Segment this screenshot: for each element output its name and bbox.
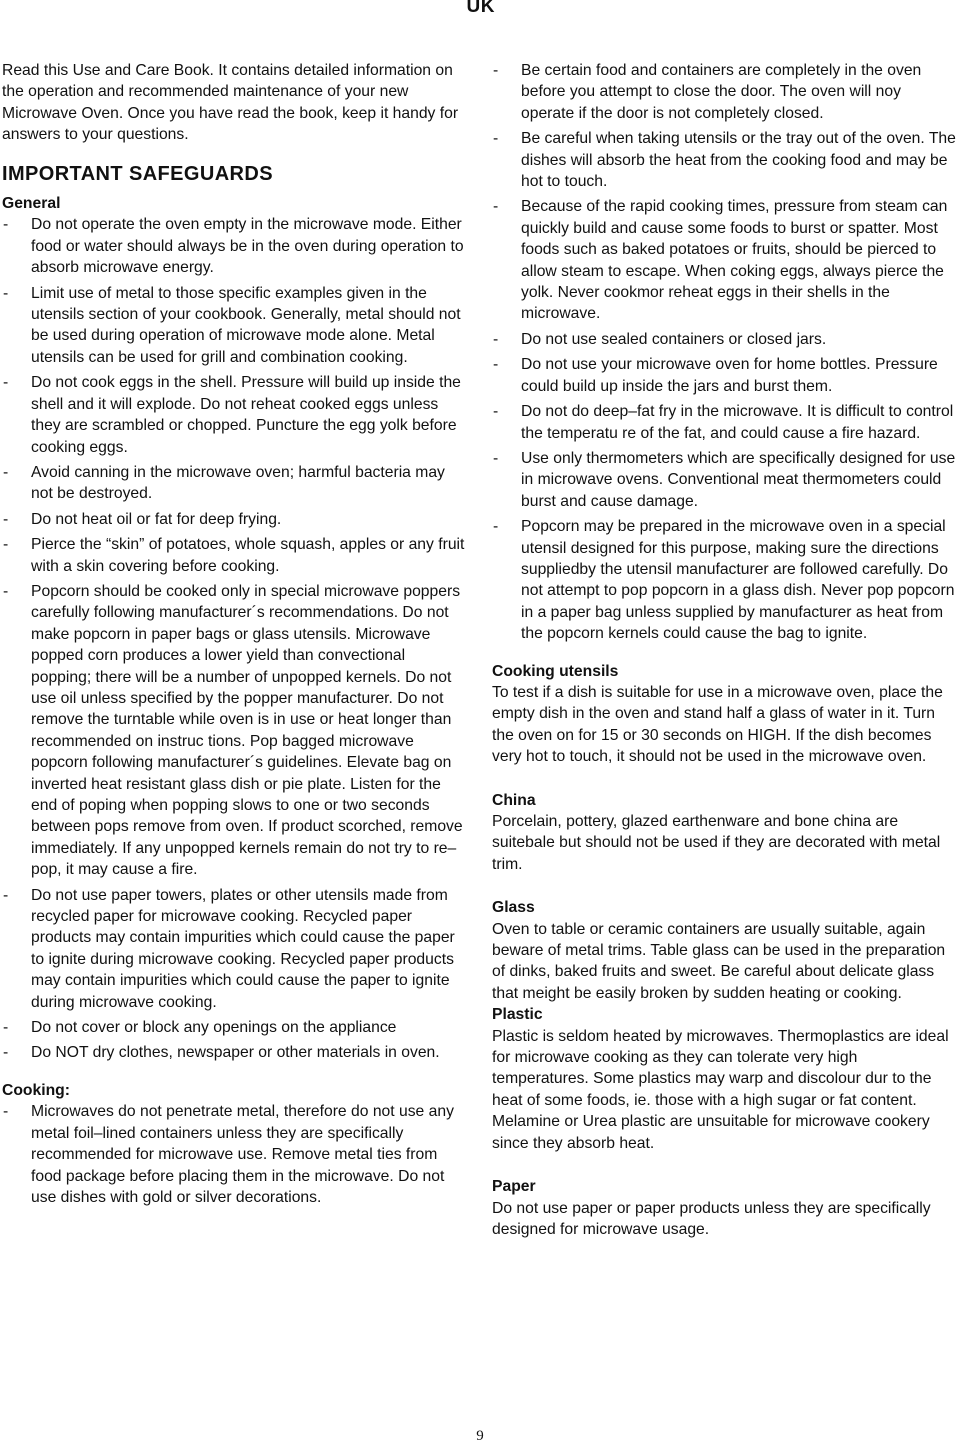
glass-heading: Glass — [492, 899, 535, 917]
plastic-heading: Plastic — [492, 1006, 543, 1024]
dash-bullet: - — [493, 62, 499, 79]
dash-bullet: - — [3, 1103, 9, 1121]
cooking-heading: Cooking: — [2, 1081, 70, 1099]
paper-text: Do not use paper or paper products unless they are specifically designed for microwave usage. — [492, 1199, 931, 1238]
plastic-text: Plastic is seldom heated by microwaves. Thermoplastics are ideal for microwave cooking as they can tolerate very high temperatures. Some plastics may warp and discolour dur to the heat of some foods, ie. those with a high sugar or fat content. Melamine or Urea plastic are unsuitable for microwave cookery since they absorb heat. — [492, 1027, 949, 1152]
dash-bullet: - — [3, 1044, 9, 1062]
list-item — [2, 581, 468, 881]
list-item-text: Because of the rapid cooking times, pressure from steam can quickly build and cause some foods to burst or spatter. Most foods such as baked potatoes or fruits, should be pierced to allow steam to escape. When coking eggs, always pierce the yolk. Never cookmor reheat eggs in their shells in the microwave. — [521, 198, 948, 323]
list-item-text: Be certain food and containers are completely in the oven before you attempt to close the door. The oven will noy operate if the door is not completely closed. — [521, 62, 922, 122]
right-column — [492, 60, 956, 1240]
cooking-list — [2, 1101, 468, 1208]
dash-bullet: - — [493, 403, 499, 421]
dash-bullet: - — [3, 374, 9, 392]
list-item-text: Do not heat oil or fat for deep frying. — [31, 510, 282, 528]
paper-heading: Paper — [492, 1178, 536, 1196]
list-item-text: Popcorn should be cooked only in special microwave poppers carefully following manufacturer´s recommendations. Do not make popcorn in paper bags or glass utensils. Microwave popped corn produces a lower yield than convectional popping; there will be a number of unpopped kernels. Do not use oil unless specified by the popper manufacturer. Do not remove the turntable while oven is in use or heat longer than recommended on instruc tions. Pop bagged microwave popcorn following manufacturer´s guidelines. Elevate bag on inverted heat resistant glass dish or pie plate. Listen for the end of poping when popping slows to one or two seconds between pops remove from oven. If product scorched, remove immediately. If any unpopped kernels remain do not try to re–pop, it may cause a fire. — [31, 582, 463, 879]
list-item-text: Pierce the “skin” of potatoes, whole squash, apples or any fruit with a skin covering before cooking. — [31, 536, 465, 575]
list-item — [2, 534, 468, 577]
list-item — [2, 462, 468, 505]
safeguards-heading: IMPORTANT SAFEGUARDS — [2, 162, 273, 185]
dash-bullet: - — [3, 284, 9, 302]
list-item-text: Be careful when taking utensils or the tray out of the oven. The dishes will absorb the heat from the cooking food and may be hot to touch. — [521, 130, 956, 191]
list-item-text: Do not use your microwave oven for home bottles. Pressure could build up inside the jars and burst them. — [521, 356, 938, 395]
list-item-text: Limit use of metal to those specific examples given in the utensils section of your cookbook. Generally, metal should not be used during operation of microwave mode alone. Metal utensils can be used for grill and combination cooking. — [31, 284, 461, 366]
dash-bullet: - — [3, 1019, 9, 1037]
list-item — [2, 283, 468, 369]
dash-bullet: - — [493, 198, 499, 216]
list-item — [2, 1017, 468, 1038]
china-text: Porcelain, pottery, glazed earthenware and bone china are suitebale but should not be used if they are decorated with metal trim. — [492, 813, 941, 873]
list-item-text: Popcorn may be prepared in the microwave oven in a special utensil designed for this purpose, making sure the directions suppliedby the utensil manufacturer are followed carefully. Do not attempt to pop popcorn in a glass dish. Never pop popcorn in a paper bag unless supplied by manufacturer as heat from the popcorn kernels could cause the bag to ignite. — [521, 518, 955, 643]
list-item-text: Do not cover or block any openings on the appliance — [31, 1019, 397, 1037]
dash-bullet: - — [3, 510, 9, 528]
dash-bullet: - — [3, 216, 9, 234]
list-item — [2, 372, 468, 458]
list-item — [2, 885, 468, 1013]
china-heading: China — [492, 791, 536, 809]
list-item — [492, 401, 956, 444]
cooking-utensils-text: To test if a dish is suitable for use in a microwave oven, place the empty dish in the oven and stand half a glass of water in it. Turn the oven on for 15 or 30 seconds on HIGH. If the dish becomes very hot to touch, it should not be used in the microwave oven. — [492, 683, 943, 766]
dash-bullet: - — [3, 536, 9, 554]
list-item — [492, 354, 956, 397]
list-item — [2, 1042, 468, 1063]
dash-bullet: - — [3, 582, 9, 600]
spacer — [492, 649, 956, 661]
spacer — [2, 1068, 468, 1080]
list-item — [492, 128, 956, 192]
list-item — [492, 329, 956, 350]
list-item — [2, 509, 468, 530]
list-item-text: Do not cook eggs in the shell. Pressure will build up inside the shell and it will explode. Do not reheat cooked eggs unless they are scrambled or chopped. Puncture the egg yolk before cooking eggs. — [31, 374, 461, 456]
page-header — [0, 0, 960, 22]
spacer — [492, 768, 956, 790]
dash-bullet: - — [493, 356, 499, 374]
list-item-text: Do not operate the oven empty in the microwave mode. Either food or water should always be in the oven during operation to absorb microwave energy. — [31, 216, 464, 277]
list-item — [492, 196, 956, 324]
list-item-text: Do not use paper towers, plates or other utensils made from recycled paper for microwave cooking. Recycled paper products may contain impurities which could cause the paper to ignite during microwave cooking. Recycled paper products may contain impurities which could cause the paper to ignite during microwave cooking. — [31, 886, 455, 1011]
glass-text: Oven to table or ceramic containers are usually suitable, again beware of metal trims. Table glass can be used in the preparation of dinks, baked fruits and sweet. Be careful about delicate glass that meight be easily broken by sudden heating or cooking. — [492, 920, 946, 1002]
cooking-utensils-heading: Cooking utensils — [492, 662, 619, 680]
list-item — [492, 516, 956, 644]
page-number: 9 — [476, 1428, 484, 1444]
general-heading: General — [2, 195, 61, 213]
list-item-text: Microwaves do not penetrate metal, therefore do not use any metal foil–lined containers unless they are specifically recommended for microwave use. Remove metal ties from food package before placing them in the microwave. Do not use dishes with gold or silver decorations. — [31, 1103, 454, 1206]
list-item — [492, 60, 956, 124]
list-item — [2, 1101, 468, 1208]
dash-bullet: - — [3, 463, 9, 481]
list-item — [2, 214, 468, 278]
dash-bullet: - — [493, 449, 499, 467]
dash-bullet: - — [493, 130, 499, 148]
spacer — [492, 875, 956, 897]
list-item-text: Do NOT dry clothes, newspaper or other materials in oven. — [31, 1044, 440, 1062]
list-item-text: Do not do deep–fat fry in the microwave. It is difficult to control the temperatu re of the fat, and could cause a fire hazard. — [521, 403, 954, 442]
spacer — [492, 1154, 956, 1176]
list-item-text: Use only thermometers which are specifically designed for use in microwave ovens. Conventional meat thermometers could burst and cause damage. — [521, 449, 956, 510]
dash-bullet: - — [493, 330, 499, 348]
dash-bullet: - — [3, 886, 9, 904]
intro-paragraph: Read this Use and Care Book. It contains detailed information on the operation and recommended maintenance of your new Microwave Oven. Once you have read the book, keep it handy for answers to your questions. — [2, 62, 459, 144]
general-list — [2, 214, 468, 1063]
list-item — [492, 448, 956, 512]
language-label: UK — [466, 0, 495, 17]
list-item-text: Do not use sealed containers or closed jars. — [521, 330, 827, 348]
dash-bullet: - — [493, 518, 499, 536]
precautions-list — [492, 60, 956, 645]
left-column — [2, 60, 468, 1212]
list-item-text: Avoid canning in the microwave oven; harmful bacteria may not be destroyed. — [31, 463, 445, 503]
